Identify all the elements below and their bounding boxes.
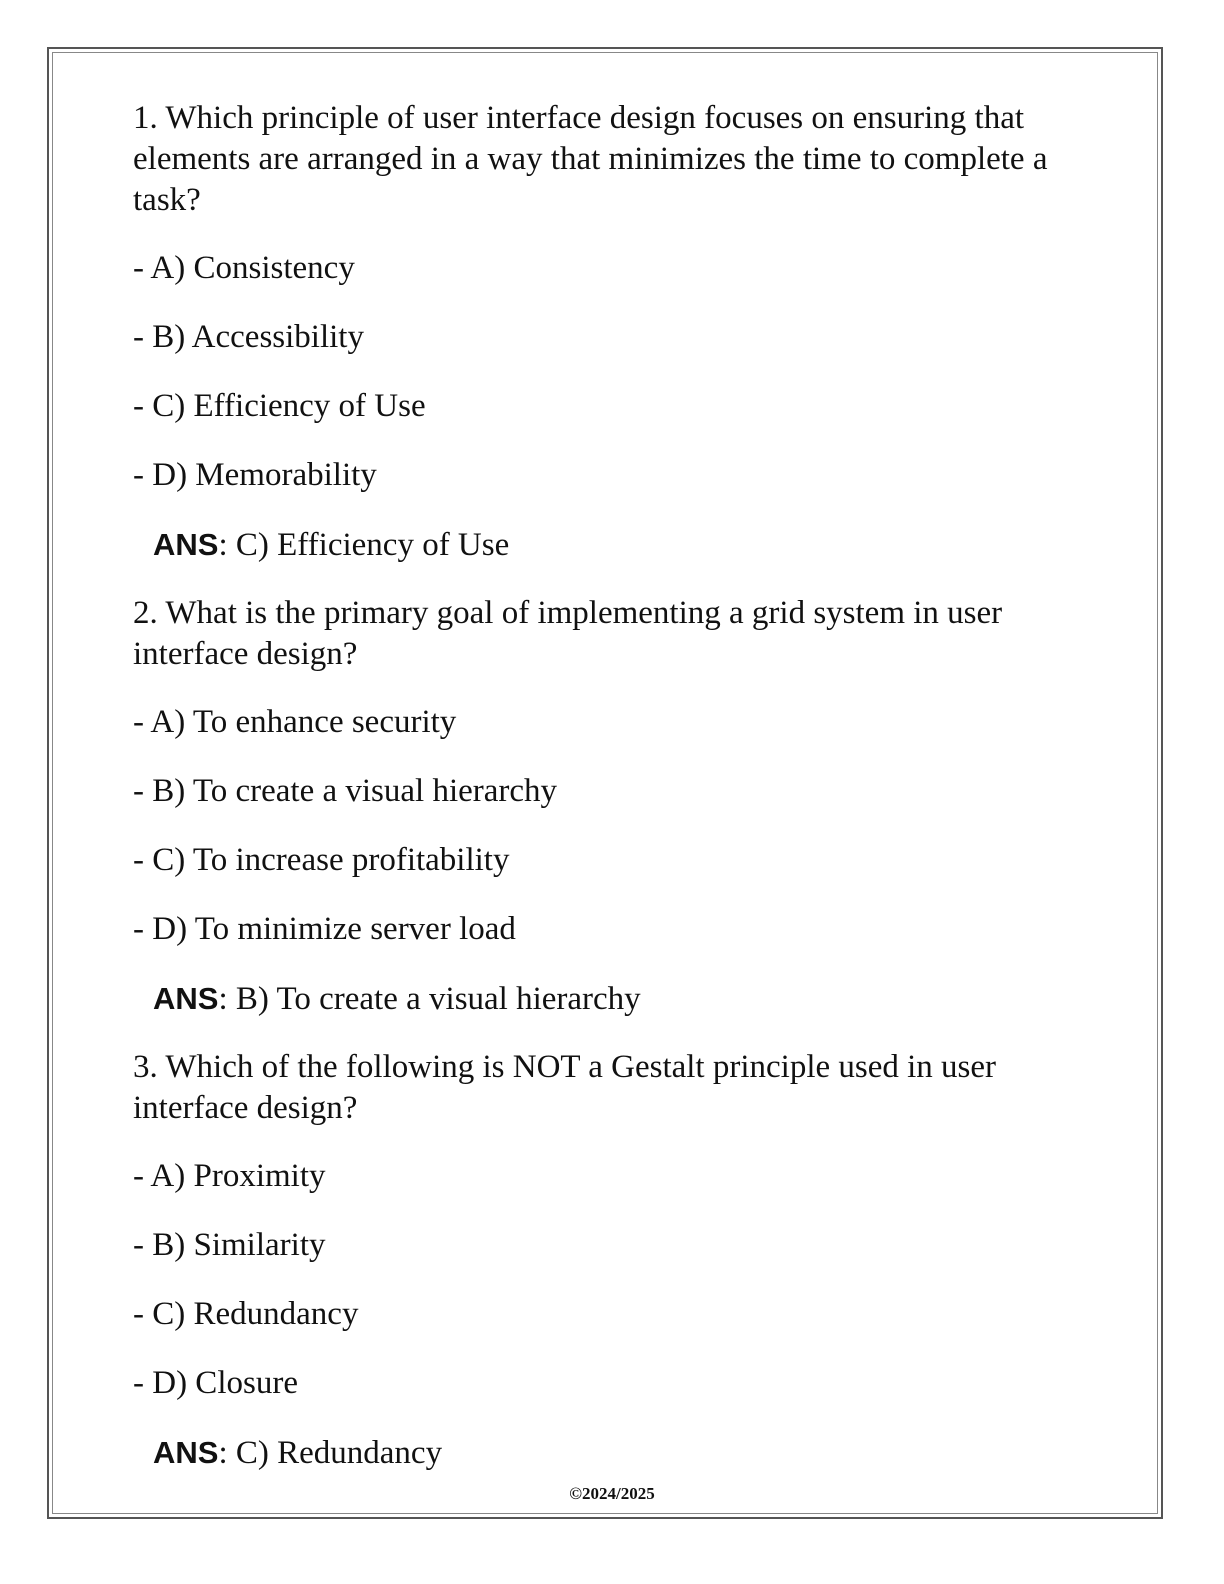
option-c: - C) Redundancy	[133, 1296, 359, 1332]
option-c: - C) To increase profitability	[133, 842, 510, 878]
answer-line	[153, 524, 1093, 566]
answer-line	[153, 978, 1093, 1020]
option-a: - A) To enhance security	[133, 704, 457, 740]
question-1	[133, 98, 1093, 566]
option-d: - D) Closure	[133, 1365, 298, 1401]
answer-label: ANS	[153, 981, 219, 1016]
question-text: 3. Which of the following is NOT a Gestalt principle used in user interface design?	[133, 1049, 997, 1126]
option-d: - D) To minimize server load	[133, 911, 516, 947]
question-3	[133, 1047, 1093, 1474]
option-b: - B) To create a visual hierarchy	[133, 773, 558, 809]
option-a: - A) Consistency	[133, 250, 355, 286]
copyright-footer: ©2024/2025	[569, 1484, 655, 1503]
answer-text: : C) Redundancy	[218, 1435, 443, 1471]
answer-text: : B) To create a visual hierarchy	[218, 981, 641, 1017]
option-a: - A) Proximity	[133, 1158, 326, 1194]
question-text: 2. What is the primary goal of implementing a grid system in user interface design?	[133, 595, 1003, 672]
answer-label: ANS	[153, 527, 219, 562]
answer-text: : C) Efficiency of Use	[218, 527, 510, 563]
option-b: - B) Accessibility	[133, 319, 364, 355]
question-list	[133, 98, 1093, 1501]
question-2	[133, 593, 1093, 1020]
answer-line	[153, 1432, 1093, 1474]
option-b: - B) Similarity	[133, 1227, 326, 1263]
answer-label: ANS	[153, 1435, 219, 1470]
question-text: 1. Which principle of user interface design focuses on ensuring that elements are arranged in a way that minimizes the time to complete a task?	[133, 100, 1048, 218]
option-d: - D) Memorability	[133, 457, 377, 493]
option-c: - C) Efficiency of Use	[133, 388, 426, 424]
